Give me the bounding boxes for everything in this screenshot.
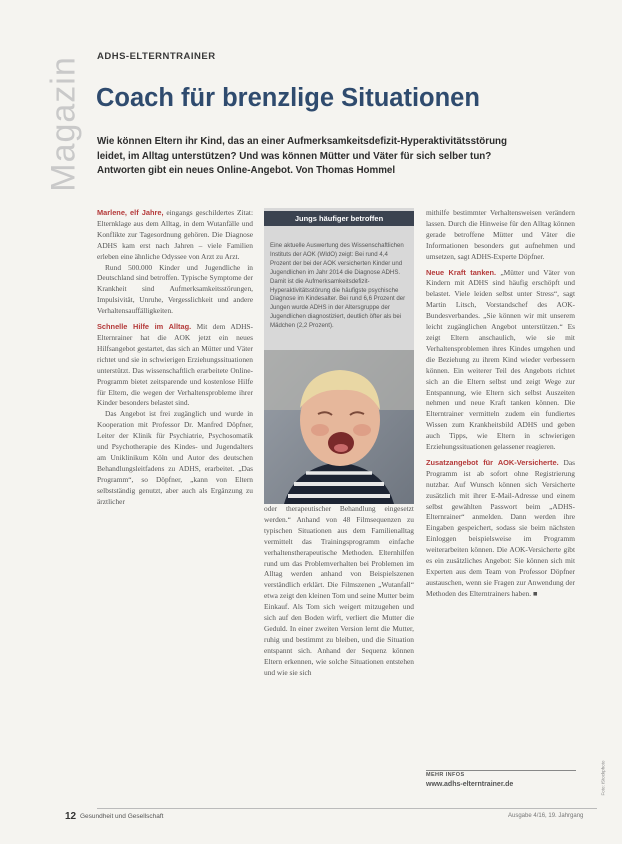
paragraph-text: Das Programm ist ab sofort ohne Registrierung nutzbar. Auf Wunsch können sich Versicherte zusätzlich mit ihrer E-Mail-Adresse und einem selbst gewählten Passwort beim „ADHS-Elternrainer“ anmelden. Dann werden ihre Eingaben gespeichert, sodass sie beim nächsten Einloggen beispielsweise im Programm weiterarbeiten können. Die AOK-Versicherte gibt es ein zusätzliches Angebot: Sie können sich mit Experten aus dem Team von Professor Döpfner austauschen, wenn sie Fragen zur Anwendung der Methoden des Elterntrainers haben. — [426, 457, 575, 598]
crying-child-photo — [264, 350, 414, 504]
info-box — [264, 208, 414, 504]
byline: Von Thomas Hommel — [295, 165, 396, 176]
info-divider — [426, 770, 576, 771]
paragraph — [426, 458, 575, 600]
info-label: MEHR INFOS — [426, 772, 465, 778]
subheading: Neue Kraft tanken. — [426, 267, 497, 277]
end-mark: ■ — [532, 588, 538, 598]
info-box-title: Jungs häufiger betroffen — [264, 211, 414, 226]
paragraph — [97, 322, 253, 409]
paragraph: oder therapeutischer Behandlung eingesetzt werden.“ Anhand von 48 Filmsequenzen zu typischen Situationen aus dem Familienalltag vermittelt das Trainingsprogramm einfache verhaltenstherapeutische Methoden. Elternhilfen rund um das Problemverhalten bei Problemen im Alltag werden anhand von Beispielszenen verständlich erklärt. Die Filmszenen „Wutanfall“ etwa zeigt den kleinen Tom und seine Mutter beim Einkauf. Als Tom sich weigert mitzugehen und sich auf den Boden wirft, verliert die Mutter die Geduld. In einer zweiten Version lernt die Mutter, ruhig und bestimmt zu bleiben, und die Situation entspannt sich. Anhand der Sequenz können Eltern erkennen, wie solche Situationen entstehen und wie sie sich — [264, 504, 414, 677]
subheading: Schnelle Hilfe im Alltag. — [97, 322, 192, 332]
section-label-vertical — [44, 54, 84, 194]
article-column-1 — [97, 208, 253, 507]
paragraph — [97, 208, 253, 263]
info-box-text: Eine aktuelle Auswertung des Wissenschaftlichen Instituts der AOK (WIdO) zeigt: Bei rund 4,4 Prozent der bei der AOK versicherten Kinder und Jugendlichen im Jahr 2014 die Diagnose ADHS. Damit ist die Aufmerksamkeitsdefizit-Hyperaktivitätsstörung die häufigste psychische Diagnose im Kindesalter. Bei rund 6,6 Prozent der Jungen wurde ADHS in der Altersgruppe der Jugendlichen diagnostiziert, deutlich öfter als bei Mädchen (2,2 Prozent). — [270, 242, 406, 330]
paragraph: mithilfe bestimmter Verhaltensweisen verändern lassen. Durch die Hinweise für den Alltag können gerade betroffene Mütter und Väter die Informationen besonders gut aufnehmen und umsetzen, sagt ADHS-Experte Döpfner. — [426, 208, 575, 261]
kicker: ADHS-ELTERNTRAINER — [97, 51, 216, 62]
publication-name: Gesundheit und Gesellschaft — [80, 813, 164, 820]
paragraph: Rund 500.000 Kinder und Jugendliche in Deutschland sind betroffen. Typische Symptome der Krankheit sind Aufmerksamkeitsstörungen, Impulsivität, Unruhe, Vergesslichkeit und andere Verhaltensauffälligkeiten. — [97, 262, 253, 316]
paragraph-text: Mit dem ADHS-Elternrainer hat die AOK jetzt ein neues Hilfsangebot gestartet, das sich an Mütter und Väter richtet und sie in schwierigen Erziehungssituationen unterstützt. Das wissenschaftlich erarbeitete Online-Programm bietet zeitsparende und kostenlose Hilfe für Eltern, die wegen der Verhaltensprobleme ihrer Kinder besonders belastet sind. — [97, 322, 253, 408]
paragraph-text: eingangs geschildertes Zitat: Elternklage aus dem Alltag, in dem Wutanfälle und Konflikte zur Tagesordnung gehören. Die Diagnose ADHS kam erst nach Jahren – viele Familien erleben eine ähnliche Odyssee von Arzt zu Arzt. — [97, 208, 253, 261]
photo-credit-text: Foto: iStockphoto — [600, 760, 606, 796]
headline: Coach für brenzlige Situationen — [96, 84, 480, 112]
lead-paragraph — [97, 135, 532, 179]
article-column-3 — [426, 208, 575, 600]
paragraph-text: „Mütter und Väter von Kindern mit ADHS sind häufig erschöpft und belastet. Viele leiden selbst unter Stress“, sagt Martin Litsch, Vorstandschef des AOK-Bundesverbandes. „Sie können wir mit unserem leicht zugänglichen Angebot unterstützen.“ Es zeigt Eltern anschaulich, wie sie mit Verhaltensproblemen ihres Kindes umgehen und die Beziehung zu ihrem Kind wieder verbessern können. Ein weiterer Teil des Angebots richtet sich an die Eltern selbst und zeigt Wege zur Entspannung, wie Eltern sich selbst Auszeiten nehmen und neue Kraft tanken können. Die Elterntrainer vermitteln zudem ein fundiertes Wissen zum Krankheitsbild ADHS und geben auch Tipps, wie Eltern in schwierigen Erziehungssituationen gelassener reagieren. — [426, 267, 575, 452]
lead-text: Wie können Eltern ihr Kind, das an einer Aufmerksamkeitsdefizit-Hyperaktivitätsstörung leidet, im Alltag unterstützen? Und was können Mütter und Väter für sich selber tun? Antworten gibt ein neues Online-Angebot. — [97, 136, 508, 176]
subheading: Zusatzangebot für AOK-Versicherte. — [426, 457, 559, 467]
page-number: 12 — [65, 811, 77, 822]
article-column-2 — [264, 504, 414, 679]
info-link[interactable]: www.adhs-elterntrainer.de — [426, 781, 514, 788]
paragraph: Das Angebot ist frei zugänglich und wurde in Kooperation mit Professor Dr. Manfred Döpfner, Leiter der Klinik für Psychiatrie, Psychosomatik und Psychotherapie des Kindes- und Jugendalters am Uniklinikum Köln und Autor des deutschen Behandlungsleitfadens zu ADHS, erarbeitet. „Das Programm“, so Döpfner, „kann von Eltern selbstständig genutzt, aber auch als Ergänzung zu ärztlicher — [97, 409, 253, 506]
issue-info: Ausgabe 4/16, 19. Jahrgang — [508, 813, 584, 819]
paragraph — [426, 268, 575, 453]
footer-rule — [97, 808, 597, 809]
photo-credit — [598, 748, 608, 808]
run-in-heading: Marlene, elf Jahre, — [97, 208, 164, 217]
section-label: Magazin — [44, 56, 83, 192]
